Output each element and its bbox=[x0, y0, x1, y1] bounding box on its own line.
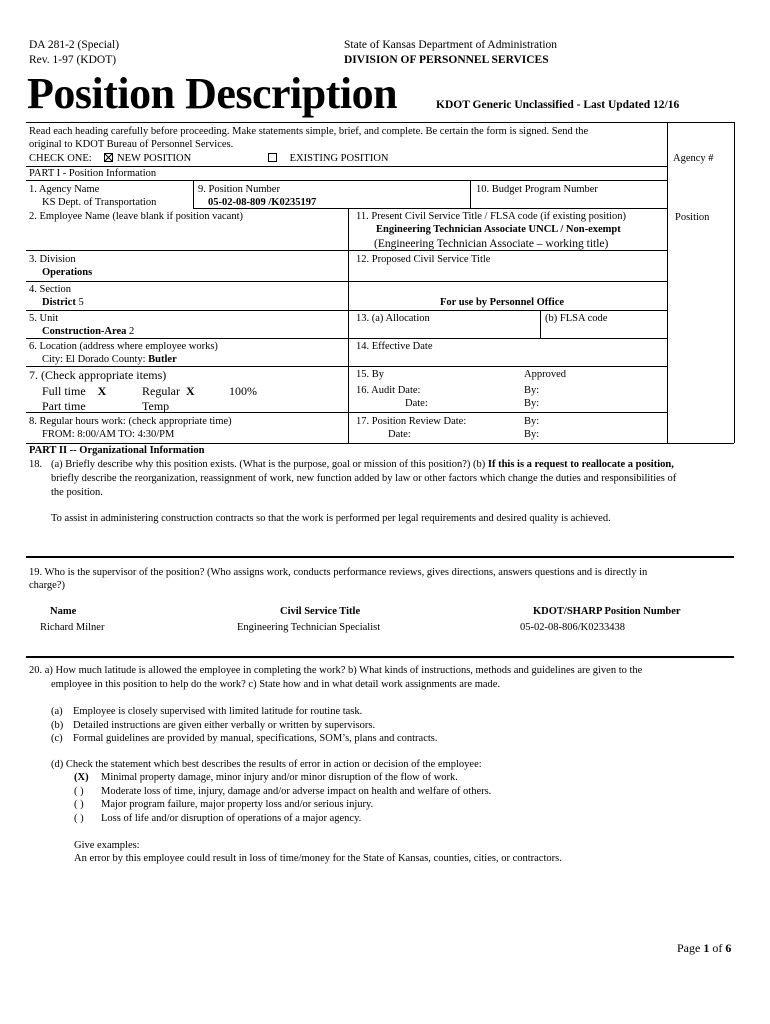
supervisor-title-header: Civil Service Title bbox=[280, 606, 361, 617]
audit-by-label: By: bbox=[524, 385, 540, 396]
regular-mark: X bbox=[186, 384, 195, 398]
field-17-label: 17. Position Review Date: bbox=[356, 416, 467, 427]
q20-line-2: employee in this position to help do the work? c) State how and in what detail work assignments are made. bbox=[51, 679, 501, 690]
q19-line-1: 19. Who is the supervisor of the position? (Who assigns work, conducts performance reviews, gives directions, answers questions and is directly in bbox=[29, 567, 648, 578]
existing-position-option[interactable] bbox=[268, 152, 389, 165]
supervisor-number-header: KDOT/SHARP Position Number bbox=[533, 606, 681, 617]
field-15-label: 15. By bbox=[356, 369, 385, 380]
regular-label: Regular bbox=[142, 384, 180, 398]
unit-value[interactable] bbox=[42, 325, 134, 338]
q18-answer[interactable]: To assist in administering construction contracts so that the work is performed per legal requirements and desired quality is achieved. bbox=[51, 513, 611, 524]
page-subtitle: KDOT Generic Unclassified - Last Updated 12/16 bbox=[436, 99, 680, 111]
division-value[interactable]: Operations bbox=[42, 267, 93, 278]
field-11-label: 11. Present Civil Service Title / FLSA code (if existing position) bbox=[356, 211, 626, 222]
q20d-option-1[interactable]: (X) Minimal property damage, minor injury and/or minor disruption of the flow of work. bbox=[74, 772, 458, 783]
section-value-text: District bbox=[42, 297, 76, 308]
q20d-list bbox=[74, 771, 491, 825]
intro-line-2: original to KDOT Bureau of Personnel Services. bbox=[29, 139, 234, 150]
full-time-mark: X bbox=[97, 384, 107, 398]
examples-heading: Give examples: bbox=[74, 840, 140, 851]
field-5-label: 5. Unit bbox=[29, 313, 59, 324]
q20-line-1: 20. a) How much latitude is allowed the employee in completing the work? b) What kinds of instructions, methods and guidelines are given to the bbox=[29, 665, 643, 676]
supervisor-name-header: Name bbox=[50, 606, 77, 617]
q18-number: 18. bbox=[29, 459, 43, 470]
field-7-label: 7. (Check appropriate items) bbox=[29, 368, 167, 382]
field-14-label: 14. Effective Date bbox=[356, 341, 433, 352]
page-title: Position Description bbox=[27, 69, 398, 118]
page-indicator bbox=[677, 941, 731, 956]
field-3-label: 3. Division bbox=[29, 254, 76, 265]
field-13a-label: 13. (a) Allocation bbox=[356, 313, 430, 324]
existing-position-label: EXISTING POSITION bbox=[289, 153, 389, 164]
regular-option[interactable] bbox=[142, 384, 195, 399]
intro-line-1: Read each heading carefully before proceeding. Make statements simple, brief, and complete. Be certain the form is signed. Send the bbox=[29, 126, 589, 137]
full-time-label: Full time bbox=[42, 384, 86, 398]
q19-line-2: charge?) bbox=[29, 580, 65, 591]
unit-value-number: 2 bbox=[129, 326, 135, 337]
q20d-option-3[interactable]: ( ) Major program failure, major property loss and/or serious injury. bbox=[74, 799, 374, 810]
present-title-value[interactable]: Engineering Technician Associate UNCL / Non-exempt bbox=[376, 224, 621, 235]
q20d-option-2-mark[interactable]: ( ) bbox=[74, 785, 84, 797]
q20d-option-4[interactable]: ( ) Loss of life and/or disruption of operations of a major agency. bbox=[74, 812, 362, 824]
q20-item-a: (a) Employee is closely supervised with limited latitude for routine task. bbox=[51, 706, 363, 717]
q20-abc-list bbox=[51, 705, 438, 746]
agency-name-value[interactable]: KS Dept. of Transportation bbox=[42, 197, 157, 208]
q20d-option-4-mark[interactable]: ( ) bbox=[74, 812, 84, 824]
review-by2-label: By: bbox=[524, 429, 540, 440]
unit-value-text: Construction-Area bbox=[42, 326, 127, 337]
q18-line-3: the position. bbox=[51, 487, 103, 498]
q20d-option-1-mark[interactable]: (X) bbox=[74, 772, 89, 783]
form-revision: Rev. 1-97 (KDOT) bbox=[29, 54, 117, 66]
page-total: 6 bbox=[725, 941, 732, 955]
field-6-label: 6. Location (address where employee works) bbox=[29, 341, 218, 352]
approved-label: Approved bbox=[524, 369, 566, 380]
field-8-label: 8. Regular hours work: (check appropriate time) bbox=[29, 416, 232, 427]
check-one-label: CHECK ONE: bbox=[29, 153, 92, 164]
position-side-label: Position bbox=[675, 212, 710, 223]
temp-option[interactable]: Temp bbox=[142, 399, 170, 413]
section-value[interactable] bbox=[42, 296, 84, 309]
supervisor-position-number[interactable]: 05-02-08-806/K0233438 bbox=[520, 622, 625, 633]
form-id: DA 281-2 (Special) bbox=[29, 39, 120, 51]
q18-text-a: (a) Briefly describe why this position exists. (What is the purpose, goal or mission of this position?) (b) bbox=[51, 459, 486, 470]
supervisor-title[interactable]: Engineering Technician Specialist bbox=[237, 622, 381, 633]
working-title-value[interactable]: (Engineering Technician Associate – working title) bbox=[374, 238, 609, 250]
existing-position-checkbox[interactable] bbox=[268, 153, 277, 162]
page-of: of bbox=[712, 941, 723, 955]
supervisor-name[interactable]: Richard Milner bbox=[40, 622, 105, 633]
audit-date-label: Date: bbox=[405, 398, 428, 409]
q18-line-1 bbox=[51, 458, 674, 471]
field-10-label: 10. Budget Program Number bbox=[476, 184, 598, 195]
part-time-option[interactable]: Part time bbox=[42, 399, 86, 413]
q18-line-2: briefly describe the reorganization, reassignment of work, new function added by law or other factors which change the duties and responsibilities of bbox=[51, 473, 677, 484]
q20d-option-3-mark[interactable]: ( ) bbox=[74, 799, 84, 810]
field-9-label: 9. Position Number bbox=[198, 184, 280, 195]
field-2-label: 2. Employee Name (leave blank if position vacant) bbox=[29, 211, 244, 222]
new-position-checkbox[interactable] bbox=[104, 153, 113, 162]
position-number-value[interactable]: 05-02-08-809 /K0235197 bbox=[208, 197, 317, 208]
agency-number-label: Agency # bbox=[673, 153, 714, 164]
location-value[interactable] bbox=[42, 353, 177, 366]
page-prefix: Page bbox=[677, 941, 701, 955]
full-time-option[interactable] bbox=[42, 384, 106, 399]
part1-heading: PART I - Position Information bbox=[29, 168, 157, 179]
review-by-label: By: bbox=[524, 416, 540, 427]
hours-value[interactable]: FROM: 8:00/AM TO: 4:30/PM bbox=[42, 429, 175, 440]
percent-value[interactable]: 100% bbox=[229, 384, 257, 398]
field-4-label: 4. Section bbox=[29, 284, 71, 295]
q20d-intro: (d) Check the statement which best describes the results of error in action or decision of the employee: bbox=[51, 759, 482, 770]
part2-heading: PART II -- Organizational Information bbox=[29, 445, 205, 456]
division-line: DIVISION OF PERSONNEL SERVICES bbox=[344, 54, 549, 66]
examples-text[interactable]: An error by this employee could result in loss of time/money for the State of Kansas, counties, cities, or contractors. bbox=[74, 853, 562, 864]
field-12-label: 12. Proposed Civil Service Title bbox=[356, 254, 491, 265]
field-13b-label: (b) FLSA code bbox=[545, 313, 608, 324]
page-number: 1 bbox=[703, 941, 710, 955]
location-county: Butler bbox=[148, 354, 177, 365]
q18-text-bold: If this is a request to reallocate a position, bbox=[487, 459, 674, 470]
audit-by2-label: By: bbox=[524, 398, 540, 409]
agency-line: State of Kansas Department of Administration bbox=[344, 39, 558, 51]
q20d-option-2[interactable]: ( ) Moderate loss of time, injury, damage and/or adverse impact on health and welfare of others. bbox=[74, 785, 492, 797]
field-1-label: 1. Agency Name bbox=[29, 184, 100, 195]
q20-item-b: (b) Detailed instructions are given either verbally or written by supervisors. bbox=[51, 719, 376, 731]
q20-item-c: (c) Formal guidelines are provided by manual, specifications, SOM’s, plans and contracts. bbox=[51, 733, 438, 744]
location-city: City: El Dorado County: bbox=[42, 354, 146, 365]
field-16-label: 16. Audit Date: bbox=[356, 385, 421, 396]
personnel-office-label: For use by Personnel Office bbox=[440, 297, 565, 308]
new-position-label: NEW POSITION bbox=[117, 153, 192, 164]
section-value-number: 5 bbox=[78, 297, 84, 308]
new-position-option[interactable] bbox=[104, 152, 191, 165]
review-date-label: Date: bbox=[388, 429, 411, 440]
